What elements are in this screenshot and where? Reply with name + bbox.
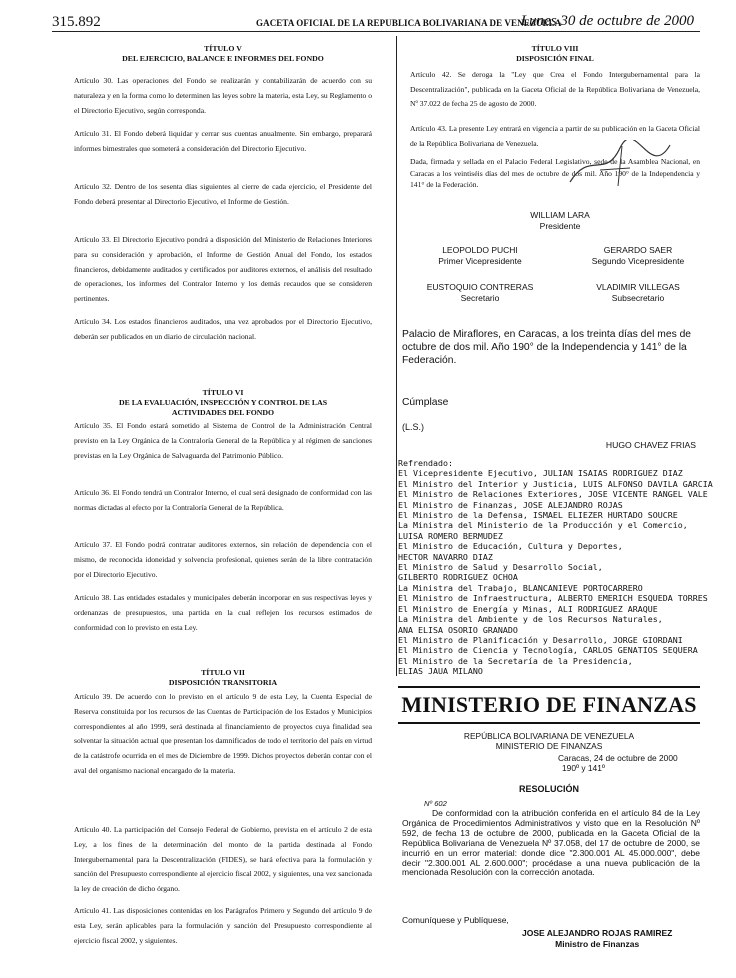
- signature-subsecretary: [558, 282, 718, 304]
- refrendado-line: El Ministro de Relaciones Exteriores, JOSE VICENTE RANGEL VALE: [398, 489, 708, 500]
- refrendado-line: El Ministro de Infraestructura, ALBERTO EMERICH ESQUEDA TORRES: [398, 593, 708, 604]
- titulo-vi-section: [74, 388, 372, 418]
- titulo-vi-subheading-1: DE LA EVALUACIÓN, INSPECCIÓN Y CONTROL DE LAS: [118, 398, 328, 407]
- finanzas-signer: [522, 928, 672, 950]
- titulo-v-subheading: DEL EJERCICIO, BALANCE E INFORMES DEL FONDO: [122, 54, 324, 63]
- publication-date: Lunes 30 de octubre de 2000: [520, 13, 694, 29]
- titulo-viii-heading: TÍTULO VIII: [531, 44, 579, 53]
- refrendado-line: El Ministro de Energía y Minas, ALI RODRIGUEZ ARAQUE: [398, 603, 658, 614]
- second-vp-role: Segundo Vicepresidente: [591, 256, 685, 266]
- refrendado-line: La Ministra del Ministerio de la Producción y el Comercio,: [398, 520, 688, 531]
- secretary-role: Secretario: [460, 293, 500, 303]
- republica-label: REPÚBLICA BOLIVARIANA DE VENEZUELA: [463, 731, 635, 741]
- refrendado-line: ANA ELISA OSORIO GRANADO: [398, 624, 518, 635]
- refrendado-line: ELIAS JAUA MILANO: [398, 666, 483, 677]
- resolucion-body: De conformidad con la atribución conferida en el artículo 84 de la Ley Orgánica de Procedimientos Administrativos y visto que en la Resolución Nº 592, de fecha 13 de octubre de 2000, publicada en la Gaceta Oficial de la República Bolivariana de Venezuela Nº 37.058, del 17 de octubre de 2000, se incurrió en un error material: donde dice "2.300.001 AL 45.000.000", debe decir "2.300.001 AL 2.600.000"; procédase a una nueva publicación de la mencionada Resolución con la corrección anotada.: [402, 808, 700, 878]
- titulo-vii-section: [74, 668, 372, 688]
- titulo-viii-section: [410, 44, 700, 64]
- refrendado-line: HECTOR NAVARRO DIAZ: [398, 551, 493, 562]
- articulo-43: Artículo 43. La presente Ley entrará en vigencia a partir de su publicación en la Gaceta Oficial de la República Bolivariana de Venezuela.: [410, 124, 700, 148]
- header-rule: [52, 31, 700, 32]
- signature-second-vp: [558, 245, 718, 267]
- refrendado-line: Refrendado:: [398, 458, 453, 468]
- articulo-35: Artículo 35. El Fondo estará sometido al Sistema de Control de la Administración Central previsto en la Ley Orgánica de la Contraloría General de la República y al régimen de sanciones previstas en la Ley Orgánica de Salvaguarda del Patrimonio Público.: [74, 421, 372, 460]
- column-divider: [396, 36, 397, 676]
- secretary-name: EUSTOQUIO CONTRERAS: [426, 282, 534, 292]
- articulo-37: Artículo 37. El Fondo podrá contratar auditores externos, sin relación de dependencia con el mismo, de reconocida idoneidad y solvencia profesional, quienes serán de la libre contratación por el Directorio Ejecutivo.: [74, 540, 372, 579]
- refrendado-line: El Ministro de Finanzas, JOSE ALEJANDRO ROJAS: [398, 499, 623, 510]
- first-vp-role: Primer Vicepresidente: [438, 256, 522, 266]
- refrendado-line: El Ministro del Interior y Justicia, LUIS ALFONSO DAVILA GARCIA: [398, 478, 713, 489]
- page-number: 315.892: [52, 14, 101, 30]
- titulo-vi-heading: TÍTULO VI: [202, 388, 244, 397]
- signature-first-vp: [405, 245, 555, 267]
- first-vp-name: LEOPOLDO PUCHI: [442, 245, 518, 255]
- ministerio-header: [398, 731, 700, 751]
- refrendado-line: La Ministra del Trabajo, BLANCANIEVE PORTOCARRERO: [398, 582, 643, 593]
- ministerio-rule-bottom: [398, 722, 700, 724]
- refrendado-line: El Ministro de Planificación y Desarrollo, JORGE GIORDANI: [398, 634, 683, 645]
- refrendado-line: LUISA ROMERO BERMUDEZ: [398, 530, 503, 541]
- titulo-vii-heading: TÍTULO VII: [201, 668, 245, 677]
- titulo-v-section: [74, 44, 372, 64]
- caracas-date: [558, 753, 678, 773]
- signature-scribble-icon: [560, 140, 680, 190]
- articulo-42: Artículo 42. Se deroga la "Ley que Crea el Fondo Intergubernamental para la Descentralización", publicada en la Gaceta Oficial de la República Bolivariana de Venezuela, Nº 37.022 de fecha 25 de agosto de 2000.: [410, 70, 700, 109]
- subsecretary-role: Subsecretario: [611, 293, 665, 303]
- signature-president: [470, 210, 650, 232]
- ministerio-title: MINISTERIO DE FINANZAS: [401, 692, 697, 717]
- refrendado-line: El Ministro de Educación, Cultura y Deportes,: [398, 541, 623, 552]
- second-vp-name: GERARDO SAER: [603, 245, 673, 255]
- signer-role: Ministro de Finanzas: [555, 939, 640, 949]
- subsecretary-name: VLADIMIR VILLEGAS: [596, 282, 680, 292]
- titulo-viii-subheading: DISPOSICIÓN FINAL: [516, 54, 594, 63]
- articulo-36: Artículo 36. El Fondo tendrá un Contralor Interno, el cual será designado de conformidad con las normas dictadas al efecto por la Contraloría General de la República.: [74, 488, 372, 512]
- refrendado-list: [398, 458, 713, 677]
- articulo-31: Artículo 31. El Fondo deberá liquidar y cerrar sus cuentas anualmente. Sin embargo, preparará informes bimestrales que someterá a consideración del Directorio Ejecutivo.: [74, 129, 372, 153]
- articulo-34: Artículo 34. Los estados financieros auditados, una vez aprobados por el Directorio Ejecutivo, deberán ser publicados en un diario de circulación nacional.: [74, 317, 372, 341]
- refrendado-line: GILBERTO RODRIGUEZ OCHOA: [398, 572, 518, 583]
- refrendado-line: El Ministro de Salud y Desarrollo Social,: [398, 562, 603, 573]
- refrendado-line: El Ministro de Ciencia y Tecnología, CARLOS GENATIOS SEQUERA: [398, 645, 698, 656]
- articulo-40: Artículo 40. La participación del Consejo Federal de Gobierno, prevista en el artículo 2 de esta Ley, a los fines de la determinación del monto de la partida destinada al Fondo Intergubernamental para la Descentralización (FIDES), se hará efectiva para la formulación y sanción del Presupuesto correspondiente al ejercicio fiscal 2002, y siguientes, una vez sancionada la ley de creación de dicho órgano.: [74, 825, 372, 894]
- ministerio-label: MINISTERIO DE FINANZAS: [495, 741, 603, 751]
- hugo-chavez-signature: HUGO CHAVEZ FRIAS: [605, 440, 696, 450]
- refrendado-line: La Ministra del Ambiente y de los Recursos Naturales,: [398, 614, 663, 625]
- publication-title: GACETA OFICIAL DE LA REPUBLICA BOLIVARIANA DE VENEZUELA: [256, 18, 562, 28]
- ls-label: (L.S.): [402, 422, 425, 432]
- articulo-33: Artículo 33. El Directorio Ejecutivo pondrá a disposición del Ministerio de Relaciones Interiores para su consideración y aprobación, el Informe de Gestión Anual del Fondo, los estados financieros, debidamente auditados y certificados por auditores externos, el análisis del resultado de operaciones, los informes del Contralor Interno y los demás recaudos que se consideren pertinentes.: [74, 235, 372, 304]
- palacio-miraflores-paragraph: Palacio de Miraflores, en Caracas, a los treinta días del mes de octubre de dos mil. Año 190° de la Independencia y 141° de la Federación.: [402, 329, 692, 366]
- ministerio-rule-top: [398, 686, 700, 688]
- titulo-v-heading: TÍTULO V: [204, 44, 242, 53]
- comuniquese-label: Comuníquese y Publíquese,: [402, 915, 509, 925]
- refrendado-line: El Ministro de la Defensa, ISMAEL ELIEZER HURTADO SOUCRE: [398, 510, 678, 521]
- refrendado-line: El Ministro de la Secretaría de la Presidencia,: [398, 655, 633, 666]
- dada-paragraph: Dada, firmada y sellada en el Palacio Federal Legislativo, sede de la Asamblea Nacional, en Caracas a los veintiséis días del mes de octubre de dos mil. Año 190° de la Independencia y 141° de la Federación.: [410, 157, 700, 189]
- resolution-date: Caracas, 24 de octubre de 2000: [558, 753, 678, 763]
- titulo-vii-subheading: DISPOSICIÓN TRANSITORIA: [168, 678, 278, 687]
- articulo-41: Artículo 41. Las disposiciones contenidas en los Parágrafos Primero y Segundo del artículo 9 de esta Ley, serán aplicables para la formulación y sanción del Presupuesto correspondiente al ejercicio fiscal 2002, y siguientes.: [74, 906, 372, 945]
- signer-name: JOSE ALEJANDRO ROJAS RAMIREZ: [522, 928, 673, 938]
- president-role: Presidente: [539, 221, 581, 231]
- articulo-38: Artículo 38. Las entidades estadales y municipales deberán incorporar en sus respectivas leyes y ordenanzas de presupuestos, una partida en la cual reflejen los recursos estimados de conformidad con lo previsto en esta Ley.: [74, 593, 372, 632]
- president-name: WILLIAM LARA: [530, 210, 590, 220]
- signature-secretary: [400, 282, 560, 304]
- titulo-vi-subheading-2: ACTIVIDADES DEL FONDO: [171, 408, 275, 417]
- cumplase-label: Cúmplase: [402, 397, 449, 408]
- resolucion-number: Nº 602: [424, 799, 447, 808]
- articulo-32: Artículo 32. Dentro de los sesenta días siguientes al cierre de cada ejercicio, el Presidente del Fondo deberá presentar al Directorio Ejecutivo, el Informe de Gestión.: [74, 182, 372, 206]
- articulo-39: Artículo 39. De acuerdo con lo previsto en el artículo 9 de esta Ley, la Cuenta Especial de Reserva constituida por los recursos de las Cuentas de Participación de los Estados y Municipios correspondientes al año 1999, será destinada al financiamiento de proyectos cuya finalidad sea solventar la situación actual que presentan los damnificados de todo el territorio del país en virtud de la catástrofe ocurrida en el mes de Diciembre de 1999. Dichos proyectos deberán contar con el aval del organismo nacional encargado de la materia.: [74, 692, 372, 775]
- refrendado-line: El Vicepresidente Ejecutivo, JULIAN ISAIAS RODRIGUEZ DIAZ: [398, 468, 683, 479]
- articulo-30: Artículo 30. Las operaciones del Fondo se realizarán y contabilizarán de acuerdo con su naturaleza y en la forma como lo determinen las leyes sobre la materia, esta Ley, su Reglamento o el Directorio Ejecutivo, según corresponda.: [74, 76, 372, 115]
- resolution-years: 190º y 141º: [562, 763, 605, 773]
- resolucion-heading: RESOLUCIÓN: [518, 784, 579, 794]
